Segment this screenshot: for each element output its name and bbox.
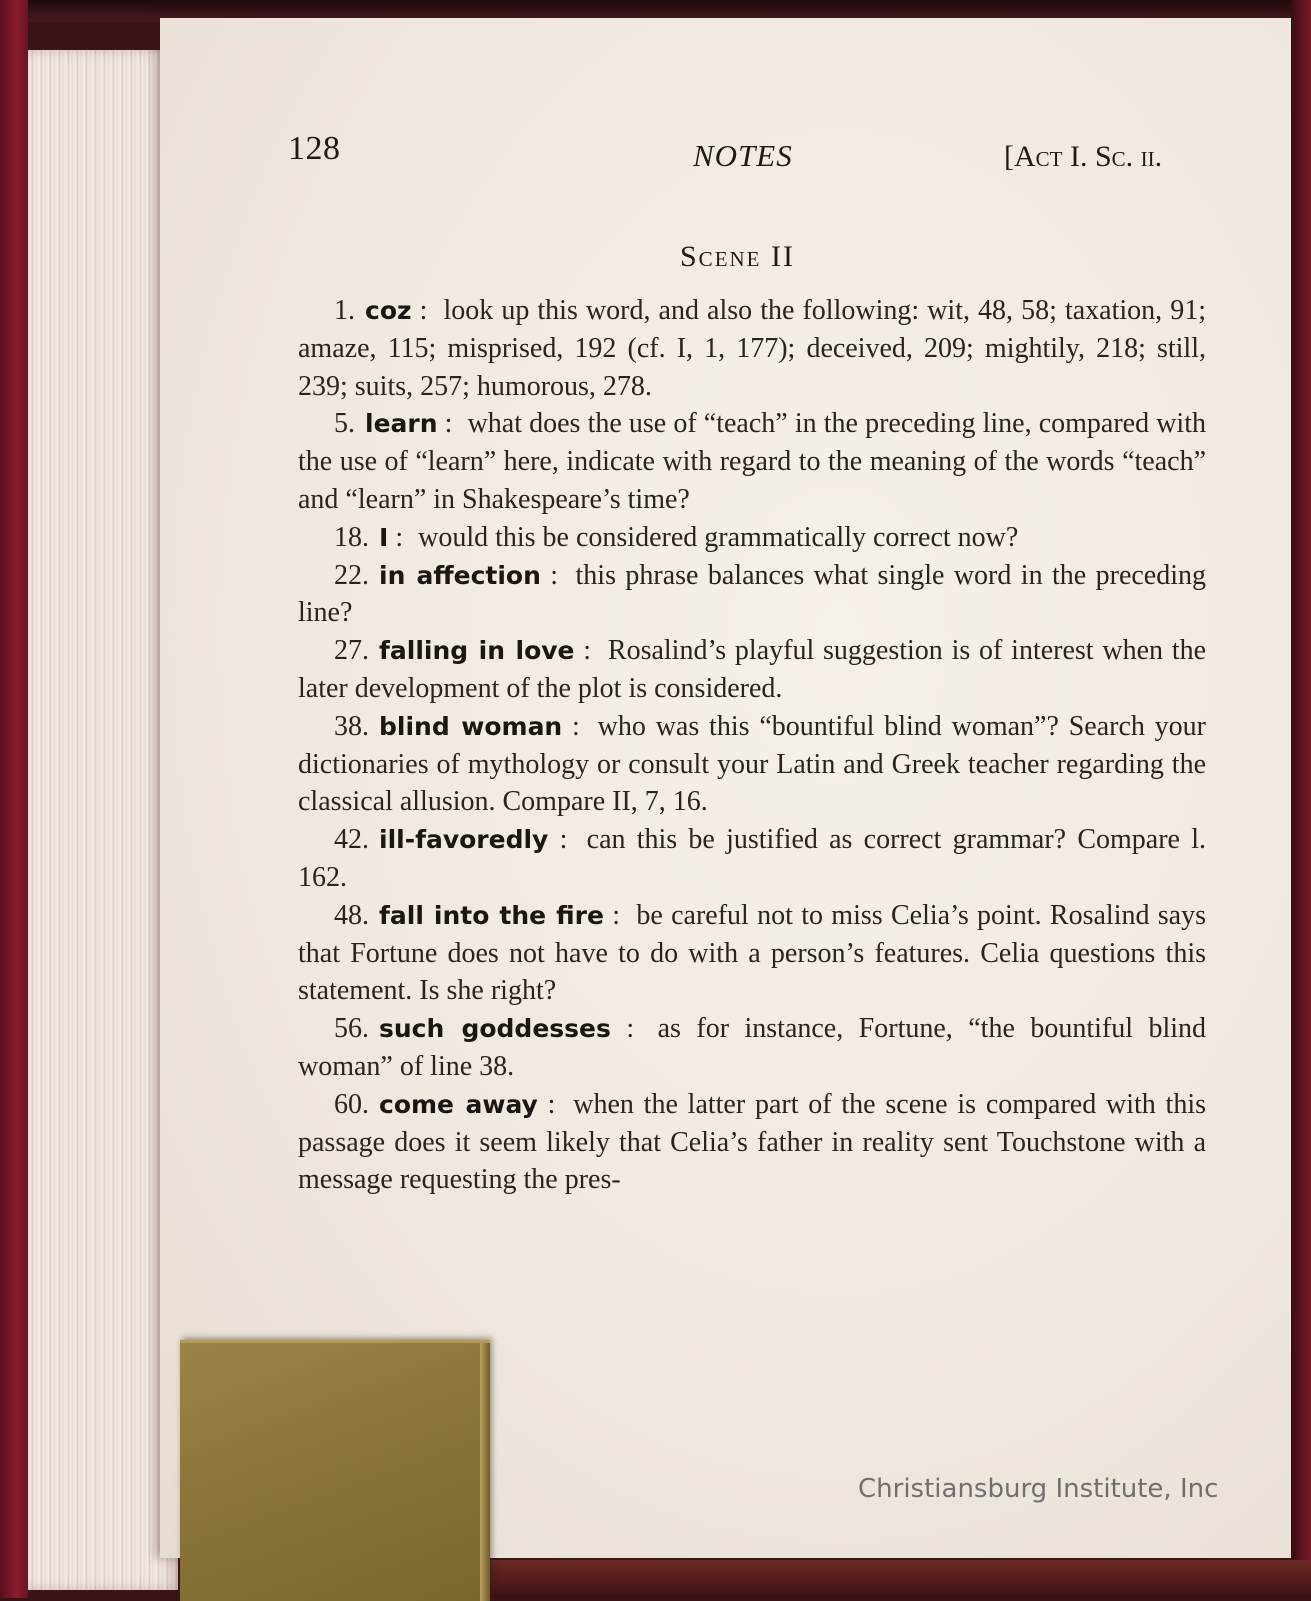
- note-keyword: coz: [365, 296, 412, 325]
- note-text: when the latter part of the scene is compared with this passage does it seem likely that Celia’s father in reality sent Touchstone with a message requesting the pres-: [298, 1088, 1207, 1196]
- note-keyword: I: [379, 522, 389, 552]
- note-number: 27.: [334, 635, 369, 667]
- note-text: this phrase balances what single word in the preceding line?: [298, 559, 1207, 629]
- note-text: be careful not to miss Celia’s point. Rosalind says that Fortune does not have to do with a person’s features. Celia questions this statement. Is she right?: [298, 899, 1207, 1007]
- note-colon: :: [411, 295, 428, 326]
- note-keyword: learn: [365, 409, 438, 439]
- note-text: would this be considered grammatically correct now?: [418, 521, 1019, 553]
- note-text: what does the use of “teach” in the preceding line, compared with the use of “learn” here, indicate with regard to the meaning of the words “teach” and “learn” in Shakespeare’s time?: [298, 408, 1206, 515]
- note-text: who was this “bountiful blind woman”? Search your dictionaries of mythology or consult your Latin and Greek teacher regarding the classical allusion. Compare II, 7, 16.: [298, 710, 1207, 818]
- note-item: [298, 405, 1206, 518]
- book-cover-right: [1291, 0, 1311, 1598]
- note-item: [298, 1086, 1206, 1199]
- note-number: 60.: [334, 1088, 369, 1120]
- note-number: 22.: [334, 559, 369, 591]
- running-title: NOTES: [693, 138, 793, 173]
- note-text: Rosalind’s playful suggestion is of interest when the later development of the plot is considered.: [298, 635, 1207, 704]
- notes-body: [298, 292, 1206, 1199]
- page-stack-edge: [28, 50, 178, 1590]
- note-colon: :: [562, 710, 580, 742]
- note-keyword: falling in love: [379, 636, 575, 666]
- note-colon: :: [388, 521, 404, 553]
- bookmark-card: [180, 1340, 490, 1601]
- note-colon: :: [548, 824, 568, 856]
- note-keyword: fall into the fire: [379, 900, 604, 930]
- note-keyword: ill-favoredly: [379, 825, 549, 855]
- bookmark-card-edge: [480, 1343, 490, 1601]
- note-keyword: such goddesses: [379, 1014, 611, 1044]
- note-text: can this be justified as correct grammar? Compare l. 162.: [298, 824, 1207, 893]
- note-text: as for instance, Fortune, “the bountiful blind woman” of line 38.: [298, 1013, 1207, 1082]
- note-number: 56.: [334, 1013, 369, 1045]
- note-keyword: in affection: [379, 560, 541, 590]
- note-colon: :: [437, 408, 453, 440]
- note-number: 42.: [334, 824, 369, 856]
- note-item: [298, 292, 1206, 405]
- note-item: [298, 1010, 1206, 1086]
- note-colon: :: [540, 559, 559, 591]
- note-colon: :: [610, 1013, 635, 1045]
- note-item: [298, 821, 1206, 897]
- note-keyword: come away: [379, 1089, 538, 1119]
- binding-bottom-strip: [480, 1560, 1311, 1598]
- note-colon: :: [603, 899, 621, 931]
- book-cover-left: [0, 0, 28, 1598]
- note-number: 38.: [334, 710, 369, 742]
- note-number: 18.: [334, 521, 369, 553]
- section-reference: [Act I. Sc. ii.: [1004, 140, 1163, 173]
- note-number: 5.: [334, 408, 355, 440]
- page-number: 128: [288, 130, 341, 167]
- note-number: 1.: [334, 295, 355, 326]
- note-text: look up this word, and also the following: wit, 48, 58; taxation, 91; amaze, 115; misprised, 192 (cf. I, 1, 177); deceived, 209; mightily, 218; still, 239; suits, 257; humorous, 278.: [298, 295, 1207, 402]
- watermark: Christiansburg Institute, Inc: [858, 1474, 1219, 1504]
- note-keyword: blind woman: [379, 711, 563, 741]
- note-colon: :: [537, 1088, 556, 1120]
- note-item: [298, 708, 1206, 821]
- note-number: 48.: [334, 899, 369, 931]
- note-item: [298, 897, 1206, 1010]
- scene-title: Scene II: [680, 240, 795, 273]
- note-item: [298, 557, 1206, 633]
- note-item: [298, 632, 1206, 708]
- note-colon: :: [574, 635, 592, 667]
- note-item: [298, 519, 1206, 557]
